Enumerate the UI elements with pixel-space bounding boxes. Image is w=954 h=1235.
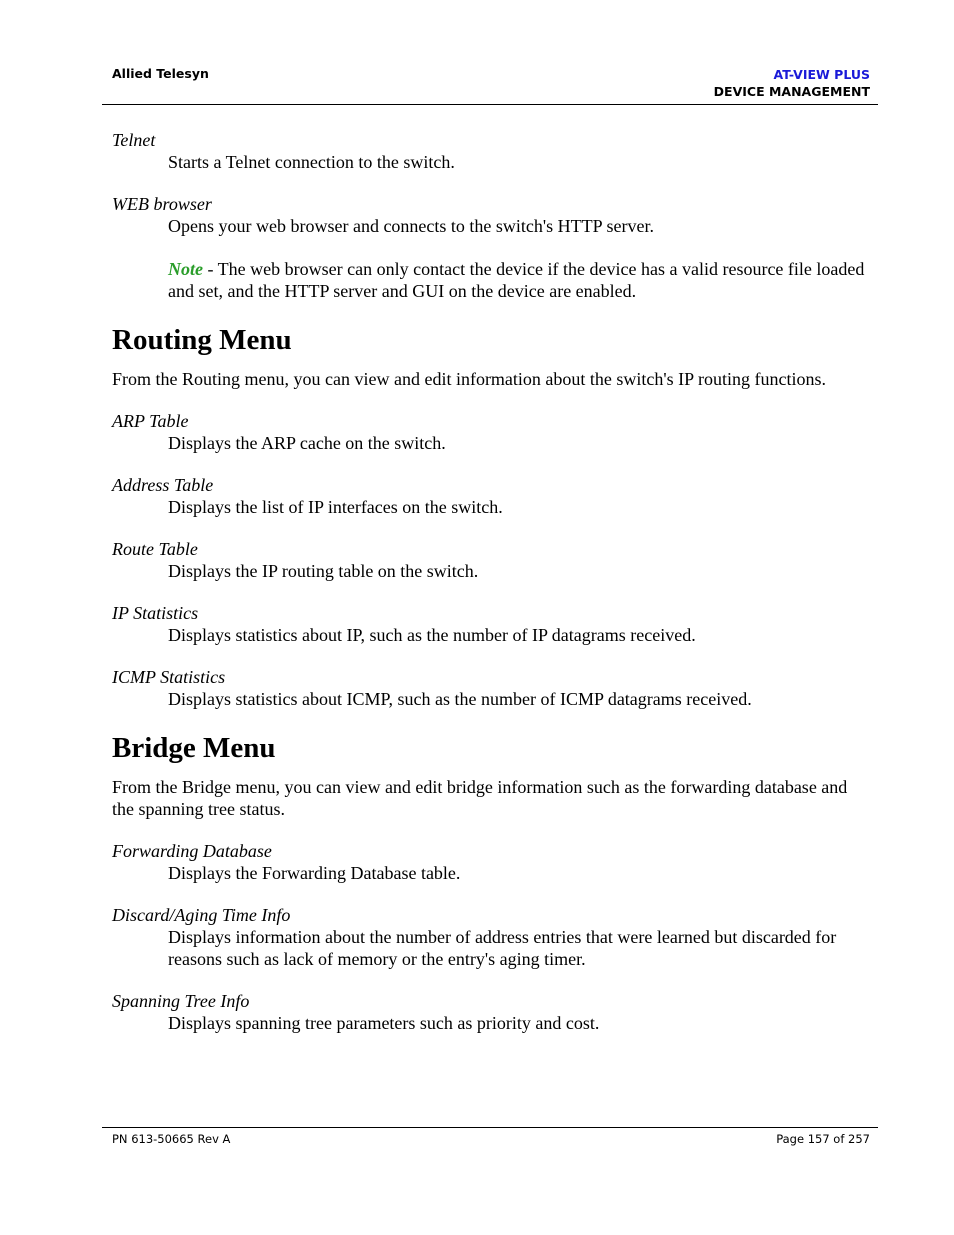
item-term: Forwarding Database — [112, 841, 272, 861]
item-desc: Displays statistics about ICMP, such as the number of ICMP datagrams received. — [168, 689, 752, 709]
item-ip-statistics — [112, 603, 872, 646]
item-term: IP Statistics — [112, 603, 199, 623]
footer-rule — [102, 1127, 878, 1128]
header-company: Allied Telesyn — [112, 66, 209, 81]
item-desc: Starts a Telnet connection to the switch. — [168, 152, 455, 172]
item-address-table — [112, 475, 872, 518]
item-term: ARP Table — [112, 411, 189, 431]
item-arp-table — [112, 411, 872, 454]
item-term: Address Table — [112, 475, 214, 495]
note-paragraph — [168, 258, 872, 302]
item-desc: Displays the Forwarding Database table. — [168, 863, 461, 883]
item-term: Route Table — [112, 539, 198, 559]
item-forwarding-database — [112, 841, 872, 884]
footer-page-number: Page 157 of 257 — [776, 1132, 870, 1146]
header-section: DEVICE MANAGEMENT — [713, 84, 870, 99]
item-term: WEB browser — [112, 194, 212, 214]
bridge-intro: From the Bridge menu, you can view and edit bridge information such as the forwarding database and the spanning tree status. — [112, 777, 848, 819]
bridge-heading: Bridge Menu — [112, 732, 276, 764]
item-desc: Displays statistics about IP, such as the number of IP datagrams received. — [168, 625, 696, 645]
item-desc: Opens your web browser and connects to the switch's HTTP server. — [168, 216, 654, 236]
routing-intro: From the Routing menu, you can view and edit information about the switch's IP routing functions. — [112, 369, 826, 389]
item-route-table — [112, 539, 872, 582]
item-desc: Displays the IP routing table on the switch. — [168, 561, 479, 581]
item-desc: Displays the ARP cache on the switch. — [168, 433, 446, 453]
routing-heading: Routing Menu — [112, 324, 292, 356]
item-term: Telnet — [112, 130, 156, 150]
item-term: Spanning Tree Info — [112, 991, 250, 1011]
note-label: Note — [168, 259, 203, 279]
note-text: - The web browser can only contact the device if the device has a valid resource file loaded and set, and the HTTP server and GUI on the device are enabled. — [168, 259, 865, 301]
item-desc: Displays the list of IP interfaces on the switch. — [168, 497, 503, 517]
header-title-block — [714, 66, 870, 100]
item-discard-aging — [112, 905, 872, 970]
item-web-browser — [112, 194, 872, 237]
item-icmp-statistics — [112, 667, 872, 710]
item-term: Discard/Aging Time Info — [112, 905, 291, 925]
item-desc: Displays spanning tree parameters such as priority and cost. — [168, 1013, 600, 1033]
item-spanning-tree — [112, 991, 872, 1034]
footer-part-number: PN 613-50665 Rev A — [112, 1132, 231, 1146]
page-body — [112, 130, 872, 1034]
item-term: ICMP Statistics — [112, 667, 226, 687]
item-telnet — [112, 130, 872, 173]
header-product: AT-VIEW PLUS — [773, 67, 870, 82]
item-desc: Displays information about the number of address entries that were learned but discarded for reasons such as lack of memory or the entry's aging timer. — [168, 927, 837, 969]
header-rule — [102, 104, 878, 105]
